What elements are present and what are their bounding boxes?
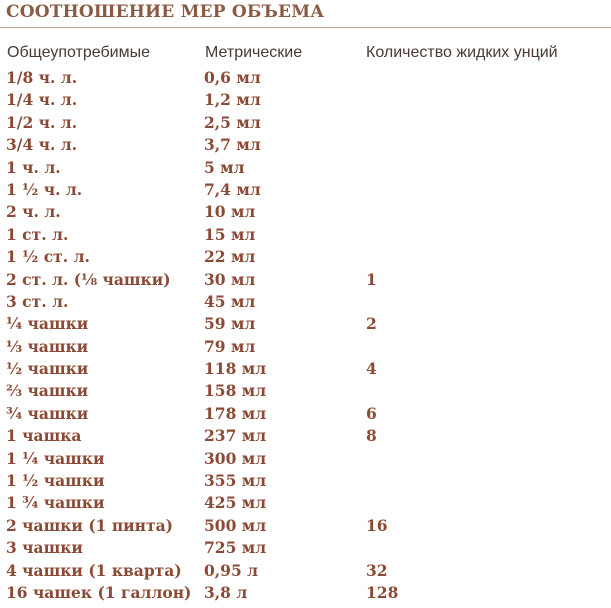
table-row [0, 157, 611, 179]
cell-metric: 7,4 мл [204, 179, 261, 199]
page-title: СООТНОШЕНИЕ МЕР ОБЪЕМА [6, 2, 325, 22]
cell-common: 16 чашек (1 галлон) [6, 582, 192, 602]
table-row [0, 448, 611, 470]
cell-metric: 45 мл [204, 291, 256, 311]
cell-metric: 30 мл [204, 269, 256, 289]
table-row [0, 492, 611, 514]
cell-fluid-oz: 4 [366, 359, 377, 379]
cell-metric: 118 мл [204, 359, 267, 379]
table-row [0, 560, 611, 582]
cell-fluid-oz: 2 [366, 314, 377, 334]
cell-common: 1/4 ч. л. [6, 90, 78, 110]
cell-common: 1 ½ ст. л. [6, 247, 90, 267]
cell-metric: 158 мл [204, 381, 267, 401]
cell-common: 1/2 ч. л. [6, 112, 78, 132]
cell-common: 3/4 ч. л. [6, 135, 78, 155]
cell-metric: 425 мл [204, 493, 267, 513]
table-row [0, 313, 611, 335]
cell-metric: 3,8 л [204, 582, 248, 602]
table-row [0, 470, 611, 492]
header-common: Общеупотребимые [7, 44, 150, 61]
table-row [0, 89, 611, 111]
cell-metric: 500 мл [204, 515, 267, 535]
cell-common: 1 ¾ чашки [6, 493, 105, 513]
cell-metric: 22 мл [204, 247, 256, 267]
cell-fluid-oz: 6 [366, 403, 377, 423]
cell-common: 4 чашки (1 кварта) [6, 560, 182, 580]
cell-metric: 725 мл [204, 538, 267, 558]
cell-common: 2 ст. л. (⅛ чашки) [6, 269, 171, 289]
cell-metric: 59 мл [204, 314, 256, 334]
table-row [0, 582, 611, 604]
cell-metric: 2,5 мл [204, 112, 261, 132]
cell-metric: 3,7 мл [204, 135, 261, 155]
conversion-table [0, 67, 611, 604]
cell-common: 1 ст. л. [6, 224, 69, 244]
cell-fluid-oz: 32 [366, 560, 388, 580]
table-row [0, 336, 611, 358]
cell-common: 3 чашки [6, 538, 83, 558]
table-row [0, 380, 611, 402]
header-fluid-oz: Количество жидких унций [366, 44, 558, 61]
table-row [0, 201, 611, 223]
cell-common: 1 ½ ч. л. [6, 179, 83, 199]
cell-fluid-oz: 128 [366, 582, 399, 602]
cell-metric: 5 мл [204, 157, 245, 177]
cell-common: 2 ч. л. [6, 202, 61, 222]
table-row [0, 291, 611, 313]
table-row [0, 112, 611, 134]
cell-common: 3 ст. л. [6, 291, 69, 311]
cell-metric: 0,6 мл [204, 68, 261, 87]
table-row [0, 515, 611, 537]
header-metric: Метрические [205, 44, 303, 61]
cell-common: 1 ¼ чашки [6, 448, 105, 468]
cell-common: ¼ чашки [6, 314, 89, 334]
cell-common: ½ чашки [6, 359, 89, 379]
cell-metric: 300 мл [204, 448, 267, 468]
table-row [0, 425, 611, 447]
cell-common: ¾ чашки [6, 403, 89, 423]
title-divider [0, 27, 611, 28]
cell-fluid-oz: 1 [366, 269, 377, 289]
table-row [0, 179, 611, 201]
cell-metric: 0,95 л [204, 560, 259, 580]
cell-common: ⅓ чашки [6, 336, 89, 356]
cell-metric: 1,2 мл [204, 90, 261, 110]
cell-fluid-oz: 8 [366, 426, 377, 446]
cell-common: ⅔ чашки [6, 381, 89, 401]
table-row [0, 403, 611, 425]
cell-metric: 355 мл [204, 471, 267, 491]
cell-common: 1 чашка [6, 426, 82, 446]
cell-common: 1 ½ чашки [6, 471, 105, 491]
table-row [0, 246, 611, 268]
table-row [0, 134, 611, 156]
cell-metric: 237 мл [204, 426, 267, 446]
table-row [0, 537, 611, 559]
table-header [0, 44, 611, 66]
table-row [0, 224, 611, 246]
cell-common: 1 ч. л. [6, 157, 61, 177]
table-row [0, 269, 611, 291]
cell-common: 2 чашки (1 пинта) [6, 515, 173, 535]
cell-metric: 178 мл [204, 403, 267, 423]
cell-fluid-oz: 16 [366, 515, 388, 535]
cell-metric: 15 мл [204, 224, 256, 244]
cell-common: 1/8 ч. л. [6, 68, 78, 87]
table-row [0, 358, 611, 380]
cell-metric: 79 мл [204, 336, 256, 356]
table-row [0, 67, 611, 89]
cell-metric: 10 мл [204, 202, 256, 222]
